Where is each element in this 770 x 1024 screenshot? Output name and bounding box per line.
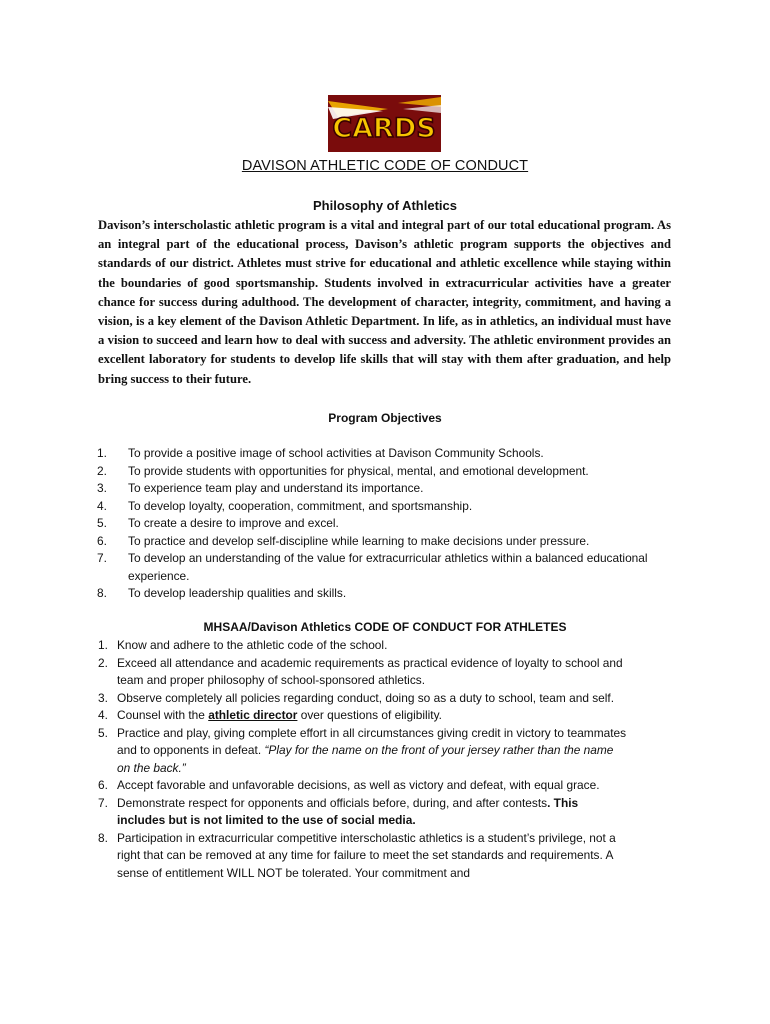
list-item	[98, 655, 628, 690]
list-item	[98, 690, 628, 708]
cards-logo	[328, 95, 441, 152]
list-item	[97, 480, 657, 498]
list-item	[97, 445, 657, 463]
athletic-director-link[interactable]: athletic director	[208, 708, 298, 722]
item-text: To provide students with opportunities for physical, mental, and emotional development.	[128, 463, 589, 478]
list-item	[98, 777, 628, 795]
item-number: 3.	[97, 481, 107, 495]
item-number: 2.	[97, 463, 107, 478]
item-number: 3.	[98, 690, 108, 705]
item-number: 7.	[98, 795, 108, 810]
item-number: 6.	[98, 778, 108, 792]
list-item	[97, 498, 657, 516]
item-number: 5.	[97, 516, 107, 530]
item-number: 4.	[98, 708, 108, 722]
list-item	[97, 550, 657, 585]
item-text: Participation in extracurricular competitive interscholastic athletics is a student’s privilege, not a right that can be removed at any time for failure to meet the set standards and requirements. A sense of entitlement WILL NOT be tolerated. Your commitment and	[117, 830, 616, 880]
item-number: 6.	[97, 533, 107, 548]
list-item	[97, 585, 657, 603]
item-number: 5.	[98, 725, 108, 740]
logo-text: CARDS	[332, 113, 436, 144]
page-title: DAVISON ATHLETIC CODE OF CONDUCT	[241, 158, 529, 174]
item-text: To develop loyalty, cooperation, commitment, and sportsmanship.	[128, 498, 473, 513]
item-number: 2.	[98, 655, 108, 670]
cards-logo-graphic	[328, 95, 441, 152]
code-of-conduct-list	[98, 637, 628, 882]
list-item	[98, 725, 628, 778]
list-item	[97, 533, 657, 551]
item-number: 1.	[98, 638, 108, 652]
list-item	[97, 463, 657, 481]
item-text-suffix: over questions of eligibility.	[297, 708, 442, 722]
philosophy-paragraph: Davison’s interscholastic athletic program is a vital and integral part of our total educational program. As an integral part of the educational process, Davison’s athletic program supports the objectives and standards of our district. Athletes must strive for educational and athletic excellence while staying within the boundaries of good sportsmanship. Students involved in extracurricular activities have a greater chance for success during adulthood. The development of character, integrity, commitment, and having a vision, is a key element of the Davison Athletic Department. In life, as in athletics, an individual must have a vision to succeed and learn how to deal with success and adversity. The athletic environment provides an excellent laboratory for students to develop life skills that will stay with them after graduation, and help bring success to their future.	[98, 218, 671, 386]
list-item	[98, 830, 628, 883]
item-text-prefix: Counsel with the	[117, 708, 209, 722]
item-text: Demonstrate respect for opponents and officials before, during, and after contests	[117, 795, 548, 810]
code-heading: MHSAA/Davison Athletics CODE OF CONDUCT FOR ATHLETES	[203, 620, 567, 634]
jersey-quote: “Play for the name on the front of your jersey rather than the name on the back.”	[117, 743, 614, 775]
item-text: Observe completely all policies regarding conduct, doing so as a duty to school, team and self.	[117, 690, 615, 705]
social-media-note: . This includes but is not limited to the use of social media.	[117, 795, 579, 827]
objectives-heading: Program Objectives	[328, 411, 442, 425]
list-item	[97, 515, 657, 533]
item-text: Accept favorable and unfavorable decisions, as well as victory and defeat, with equal grace.	[117, 778, 600, 792]
philosophy-heading: Philosophy of Athletics	[313, 198, 457, 213]
objectives-list	[97, 445, 657, 603]
item-text: To create a desire to improve and excel.	[128, 516, 339, 530]
list-item	[98, 637, 628, 655]
item-number: 8.	[98, 830, 108, 845]
item-text: To develop leadership qualities and skills.	[128, 586, 347, 600]
list-item	[98, 795, 628, 830]
item-text: To develop an understanding of the value for extracurricular athletics within a balanced educational experience.	[128, 551, 648, 583]
item-number: 4.	[97, 498, 107, 513]
item-text: Know and adhere to the athletic code of the school.	[117, 638, 388, 652]
item-number: 1.	[97, 446, 107, 460]
item-number: 7.	[97, 551, 107, 565]
list-item	[98, 707, 628, 725]
item-text: Practice and play, giving complete effort in all circumstances giving credit in victory to teammates and to opponents in defeat.	[117, 725, 627, 757]
item-number: 8.	[97, 586, 107, 600]
item-text: To provide a positive image of school activities at Davison Community Schools.	[128, 446, 544, 460]
item-text: To practice and develop self-discipline while learning to make decisions under pressure.	[128, 533, 590, 548]
item-text: Exceed all attendance and academic requirements as practical evidence of loyalty to school and team and proper philosophy of school-sponsored athletics.	[117, 655, 623, 687]
item-text: To experience team play and understand its importance.	[128, 481, 424, 495]
